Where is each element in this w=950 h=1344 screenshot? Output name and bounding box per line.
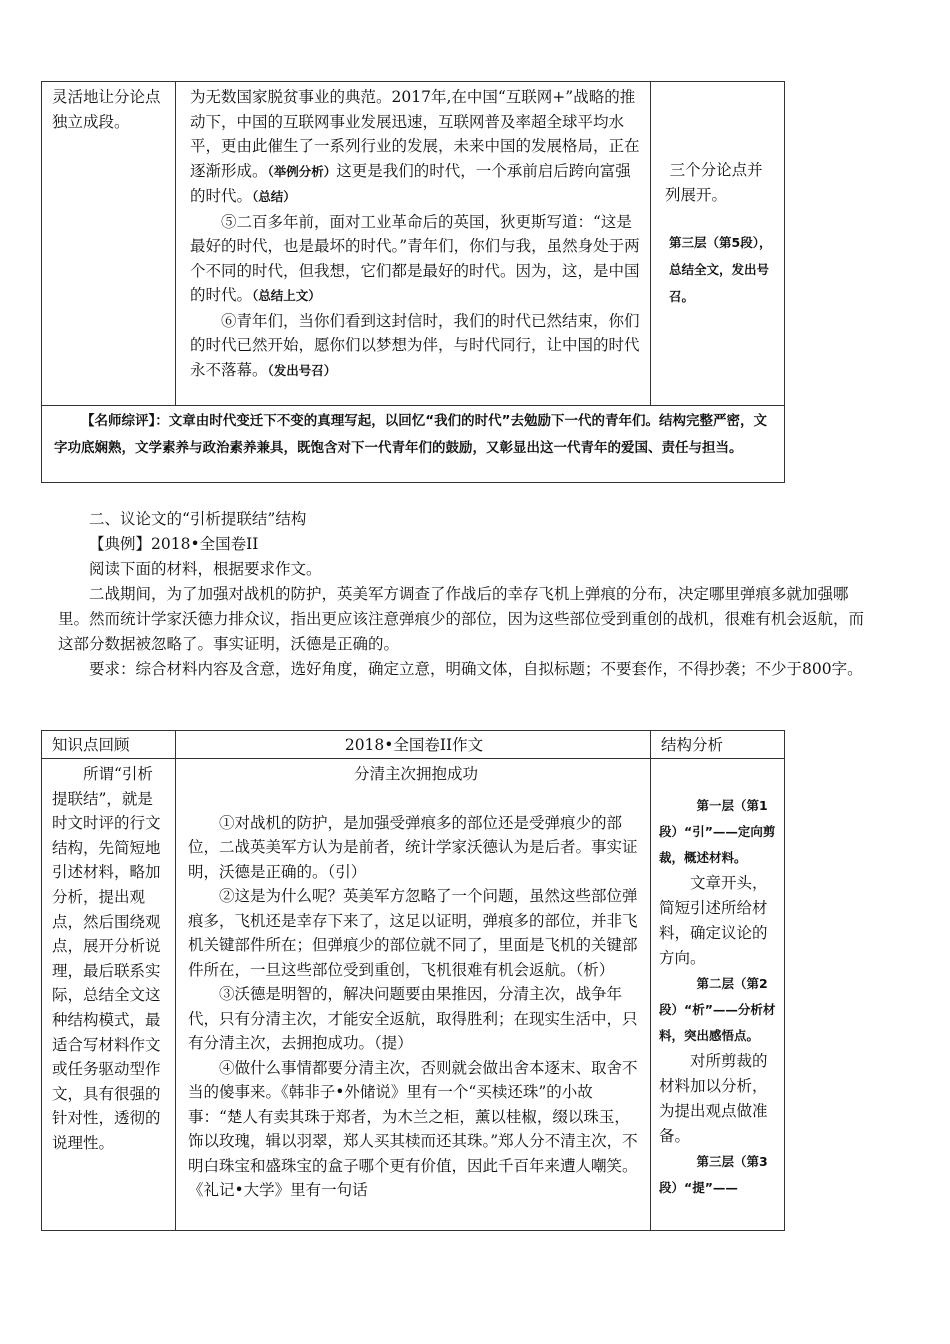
essay-paragraph-5 bbox=[190, 210, 644, 309]
structure-note: 三个分论点并列展开。 bbox=[665, 161, 763, 204]
essay-title: 分清主次拥抱成功 bbox=[353, 765, 478, 783]
essay-cell bbox=[176, 759, 651, 1231]
knowledge-cell bbox=[42, 759, 176, 1231]
essay-paragraph-1 bbox=[188, 811, 644, 885]
annotation: （总结上文） bbox=[252, 288, 321, 303]
annotation: （析） bbox=[575, 960, 615, 979]
knowledge-text: 灵活地让分论点独立成段。 bbox=[52, 88, 161, 131]
layer-1-heading: 第一层（第1段）“引”——定向剪裁，概述材料。 bbox=[659, 798, 776, 865]
col-header-essay: 2018•全国卷II作文 bbox=[176, 731, 651, 759]
structure-cell bbox=[651, 82, 785, 406]
annotation: （举例分析） bbox=[267, 163, 337, 179]
layer-2-body: 对所剪裁的材料加以分析，为提出观点做准备。 bbox=[659, 1052, 768, 1145]
col-header-knowledge: 知识点回顾 bbox=[42, 731, 176, 759]
example-label: 【典例】2018•全国卷II bbox=[89, 535, 259, 553]
structure-table bbox=[41, 730, 785, 1231]
essay-paragraph-4: ④做什么事情都要分清主次，否则就会做出舍本逐末、取舍不当的傻事来。《韩非子•外储说》里有一个“买椟还珠”的小故事：“楚人有卖其珠于郑者，为木兰之柜，薰以桂椒，缀以珠玉，饰以玫瑰，辑以羽翠，郑人买其椟而还其珠。”郑人分不清主次，不明白珠宝和盛珠宝的盒子哪个更有价值，因此千百年来遭人嘲笑。《礼记•大学》里有一句话 bbox=[188, 1058, 638, 1199]
knowledge-cell bbox=[42, 82, 176, 406]
essay-text: 这更是我们的时代，一个承前启后跨向富强的时代。 bbox=[190, 161, 631, 205]
annotation: （发出号召） bbox=[267, 362, 337, 378]
annotation: （提） bbox=[374, 1034, 413, 1052]
layer-3-heading: 第三层（第3段）“提”—— bbox=[659, 1154, 768, 1195]
essay-paragraph-2 bbox=[188, 884, 644, 982]
material: 二战期间，为了加强对战机的防护，英美军方调查了作战后的幸存飞机上弹痕的分布，决定哪里弹痕多就加强哪里。然而统计学家沃德力排众议，指出更应该注意弹痕少的部位，因为这些部位受到重创的战机，很难有机会返航，而这部分数据被忽略了。事实证明，沃德是正确的。 bbox=[58, 585, 865, 653]
essay-paragraph-3 bbox=[188, 982, 644, 1056]
essay-text: ①对战机的防护，是加强受弹痕多的部位还是受弹痕少的部位，二战英美军方认为是前者，统计学家沃德认为是后者。事实证明，沃德是正确的。 bbox=[188, 813, 638, 881]
structure-cell bbox=[651, 759, 785, 1231]
essay-text: ③沃德是明智的，解决问题要由果推因，分清主次，战争年代，只有分清主次，才能安全返航，取得胜利；在现实生活中，只有分清主次，去拥抱成功。 bbox=[188, 985, 638, 1052]
layer-2-heading: 第二层（第2段）“析”——分析材料，突出感悟点。 bbox=[659, 976, 776, 1043]
annotation: （引） bbox=[327, 862, 367, 881]
essay-paragraph-4-tail bbox=[190, 85, 644, 210]
section-heading: 二、议论文的“引析提联结”结构 bbox=[89, 510, 307, 528]
comment-label: 【名师综评】 bbox=[81, 413, 156, 429]
layer-heading: 第三层（第5段） bbox=[669, 235, 759, 250]
layer-1-body: 文章开头，简短引述所给材料，确定议论的方向。 bbox=[659, 874, 768, 967]
essay-cell bbox=[176, 82, 651, 406]
structure-layer-3 bbox=[665, 229, 776, 310]
teacher-comment bbox=[42, 406, 785, 483]
essay-text: 为无数国家脱贫事业的典范。2017年,在中国“互联网+”战略的推动下，中国的互联网事业发展迅速，互联网普及率超全球平均水平，更由此催生了一系列行业的发展，未来中国的发展格局，正在逐渐形成。 bbox=[190, 88, 640, 180]
instruction: 阅读下面的材料，根据要求作文。 bbox=[89, 560, 322, 578]
continuation-table bbox=[41, 81, 785, 483]
knowledge-text: 所谓“引析提联结”，就是时文时评的行文结构，先简短地引述材料，略加分析，提出观点，然后围绕观点，展开分析说理，最后联系实际，总结全文这种结构模式，最适合写材料作文或任务驱动型作文，具有很强的针对性，透彻的说理性。 bbox=[52, 765, 161, 1152]
comment-text: ：文章由时代变迁下不变的真理写起，以回忆“我们的时代”去勉励下一代的青年们。结构完整严密，文字功底娴熟，文学素养与政治素养兼具，既饱含对下一代青年们的鼓励，又彰显出这一代青年的爱国、责任与担当。 bbox=[54, 413, 767, 456]
requirement: 要求：综合材料内容及含意，选好角度，确定立意，明确文体，自拟标题；不要套作，不得抄袭；不少于800字。 bbox=[89, 660, 863, 678]
essay-paragraph-6 bbox=[190, 309, 644, 384]
essay-text: ②这是为什么呢？英美军方忽略了一个问题，虽然这些部位弹痕多，飞机还是幸存下来了，这足以证明，弹痕多的部位，并非飞机关键部件所在；但弹痕少的部位就不同了，里面是飞机的关键部件所在，一旦这些部位受到重创，飞机很难有机会返航。 bbox=[188, 887, 638, 979]
annotation: （总结） bbox=[252, 189, 296, 204]
essay-text: ⑥青年们，当你们看到这封信时，我们的时代已然结束，你们的时代已然开始，愿你们以梦想为伴，与时代同行，让中国的时代永不落幕。 bbox=[190, 311, 640, 379]
layer-desc: ，总结全文，发出号召。 bbox=[669, 235, 772, 304]
essay-text: ⑤二百多年前，面对工业革命后的英国，狄更斯写道：“这是最好的时代，也是最坏的时代。”青年们，你们与我，虽然身处于两个不同的时代，但我想，它们都是最好的时代。因为，这，是中国的时代。 bbox=[190, 212, 640, 304]
col-header-structure: 结构分析 bbox=[651, 731, 785, 759]
section-body bbox=[58, 507, 878, 682]
